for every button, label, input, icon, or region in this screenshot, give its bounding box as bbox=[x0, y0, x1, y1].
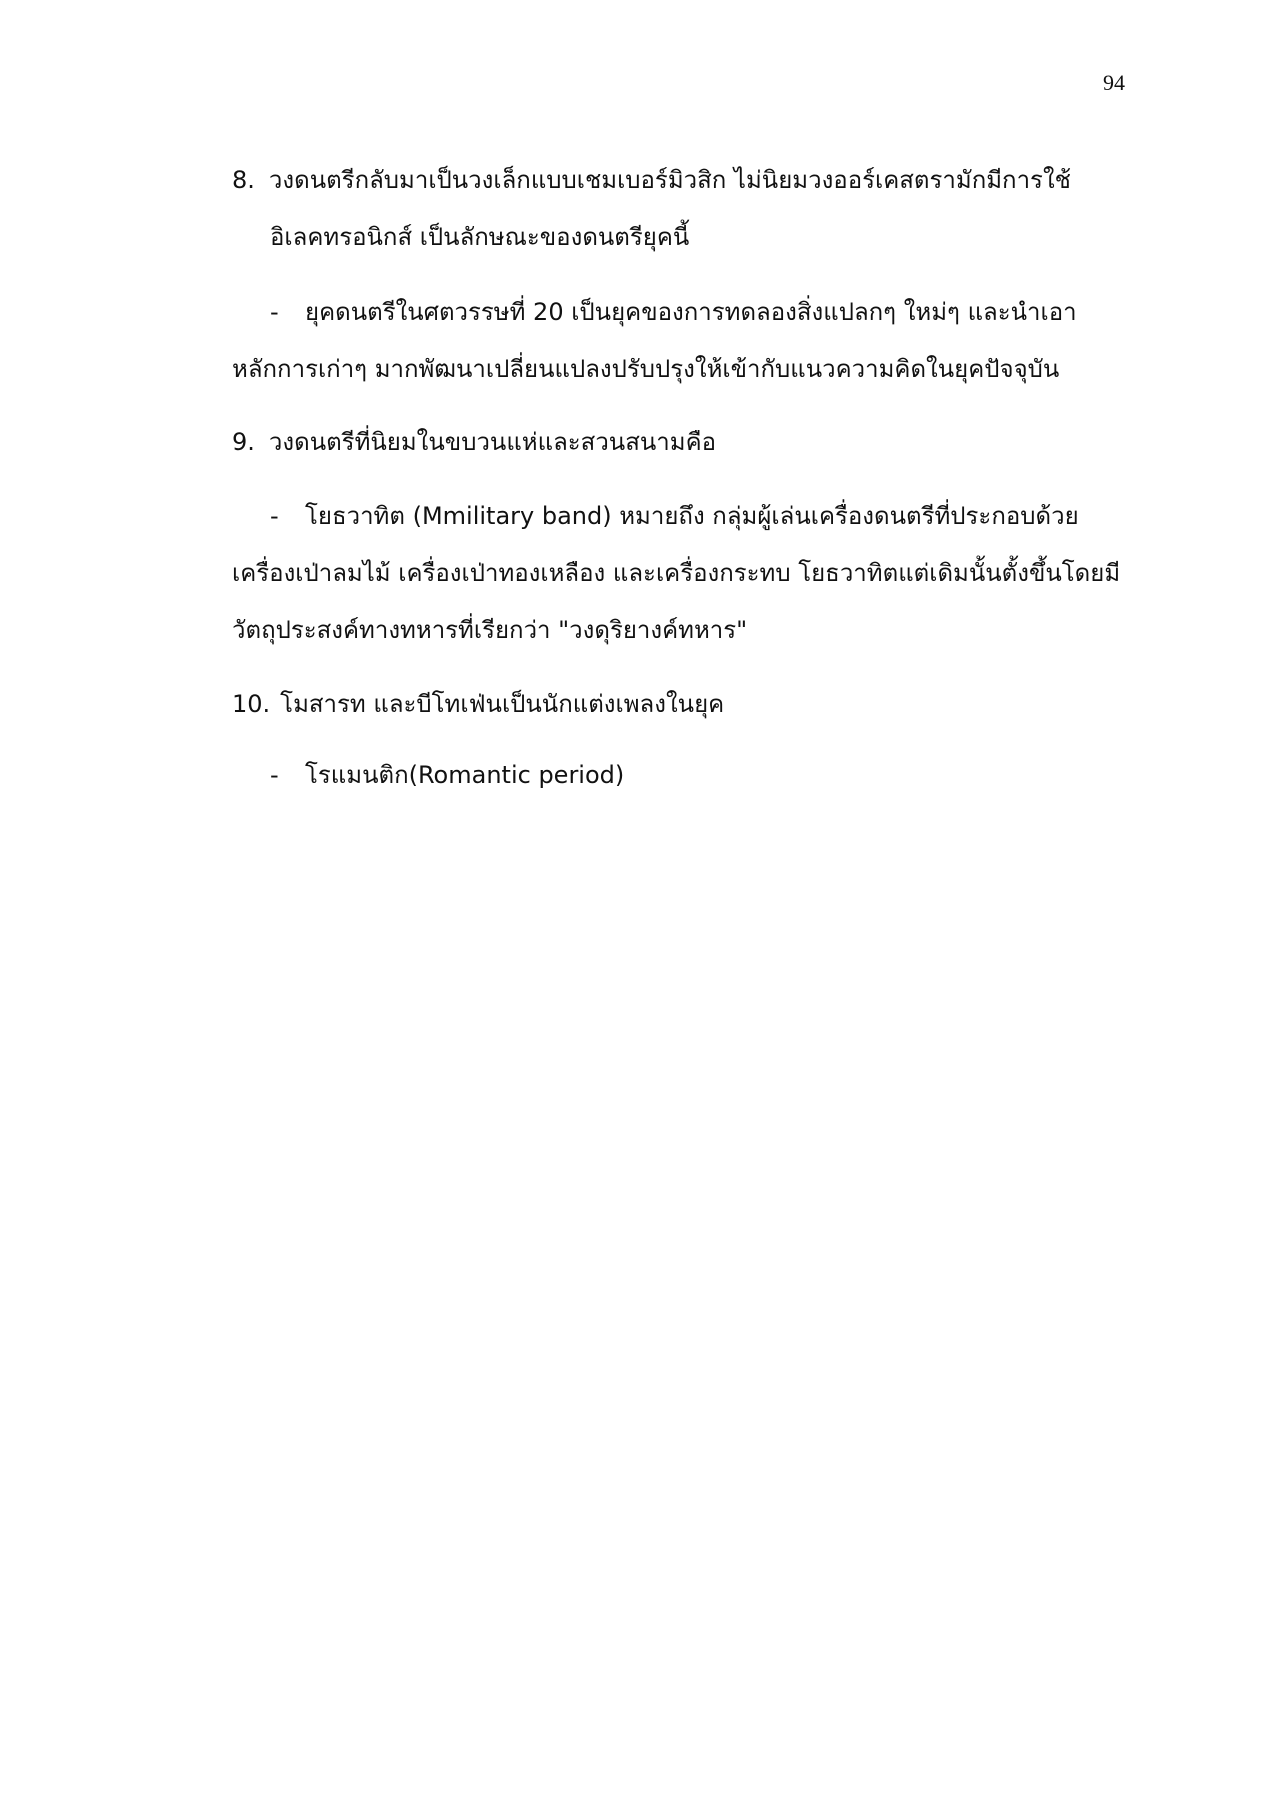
question-8-line-2: อิเลคทรอนิกส์ เป็นลักษณะของดนตรียุคนี้ bbox=[270, 223, 690, 251]
question-8-line-1 bbox=[232, 160, 1071, 200]
question-10-line-1 bbox=[232, 684, 724, 724]
answer-10-line-1 bbox=[270, 755, 624, 795]
page-number: 94 bbox=[1103, 70, 1125, 95]
answer-9-line-1 bbox=[270, 496, 1079, 536]
answer-8-line-1 bbox=[270, 292, 1077, 332]
answer-10-dash: - bbox=[270, 761, 279, 789]
answer-9-dash: - bbox=[270, 502, 279, 530]
question-10-number: 10. bbox=[232, 690, 271, 718]
answer-8-line-2: หลักการเก่าๆ มากพัฒนาเปลี่ยนแปลงปรับปรุงให้เข้ากับแนวความคิดในยุคปัจจุบัน bbox=[232, 355, 1060, 383]
answer-9-line-2: เครื่องเป่าลมไม้ เครื่องเป่าทองเหลือง และเครื่องกระทบ โยธวาทิตแต่เดิมนั้นตั้งขึ้นโดยมี bbox=[232, 559, 1121, 587]
question-9-number: 9. bbox=[232, 428, 255, 456]
question-9-line-1 bbox=[232, 422, 716, 462]
answer-8-dash: - bbox=[270, 298, 279, 326]
question-9-text-1: วงดนตรีที่นิยมในขบวนแห่และสวนสนามคือ bbox=[268, 428, 717, 456]
question-8-number: 8. bbox=[232, 166, 255, 194]
question-10-text-1: โมสารท และบีโทเฟ่นเป็นนักแต่งเพลงในยุค bbox=[280, 690, 725, 718]
answer-9-line-3: วัตถุประสงค์ทางทหารที่เรียกว่า "วงดุริยางค์ทหาร" bbox=[232, 616, 748, 644]
answer-10-text-1: โรแมนติก(Romantic period) bbox=[305, 761, 625, 789]
answer-9-text-1: โยธวาทิต (Mmilitary band) หมายถึง กลุ่มผู้เล่นเครื่องดนตรีที่ประกอบด้วย bbox=[305, 502, 1079, 530]
question-8-text-1: วงดนตรีกลับมาเป็นวงเล็กแบบเชมเบอร์มิวสิก ไม่นิยมวงออร์เคสตรามักมีการใช้ bbox=[268, 166, 1071, 194]
answer-8-text-1: ยุคดนตรีในศตวรรษที่ 20 เป็นยุคของการทดลองสิ่งแปลกๆ ใหม่ๆ และนำเอา bbox=[305, 298, 1077, 326]
